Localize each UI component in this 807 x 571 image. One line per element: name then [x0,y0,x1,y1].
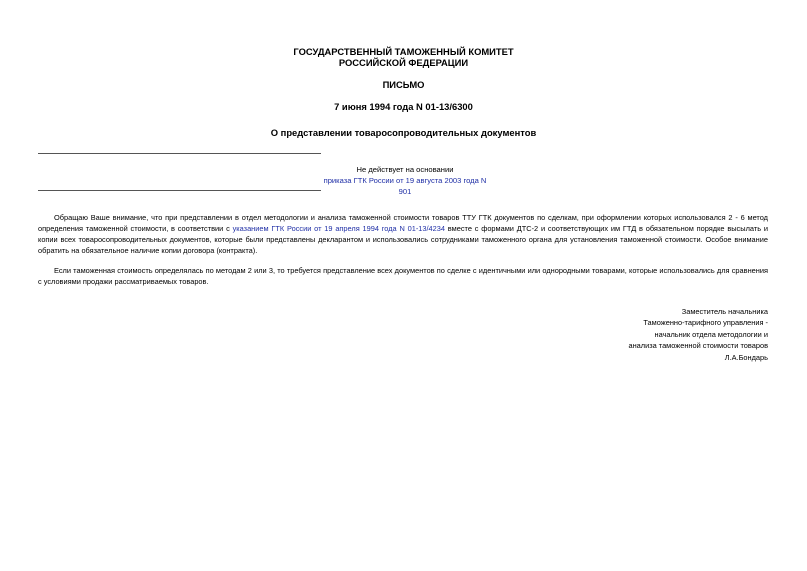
signature-line-3: начальник отдела методологии и [654,329,768,339]
agency-name-line2: РОССИЙСКОЙ ФЕДЕРАЦИИ [338,57,469,68]
signature-line-4: анализа таможенной стоимости товаров [628,341,768,351]
instruction-link[interactable]: указанием ГТК России от 19 апреля 1994 года N 01-13/4234 [232,224,445,234]
signature-block [508,306,768,363]
paragraph-1-text-end: вместе с формами ДТС-2 и соответствующих им ГТД в обязательном порядке высылать и копии всех товаросопроводительных документов, которые были представлены декларантом и использовались сотрудниками таможенного органа для установления таможенной стоимости. Особое внимание обратить на обязательное наличие копии договора (контракта). [38,224,768,256]
agency-name-line1: ГОСУДАРСТВЕННЫЙ ТАМОЖЕННЫЙ КОМИТЕТ [293,46,514,57]
divider-top [38,153,321,154]
signature-line-1: Заместитель начальника [681,307,768,316]
paragraph-1-text-start: Обращаю Ваше внимание, что при представлении в отдел методологии и анализа таможенной стоимости товаров ТТУ ГТК документов по сделкам, при оформлении которых использовался 2 - 6 метод определения таможенной стоимости, в соответствии с [38,213,768,234]
body-paragraph-1 [38,212,768,256]
document-subject: О представлении товаросопроводительных документов [270,127,537,138]
document-date-number: 7 июня 1994 года N 01-13/6300 [334,101,473,112]
divider-bottom [38,190,321,191]
signature-line-2: Таможенно-тарифного управления - [643,318,768,328]
status-note-link[interactable]: приказа ГТК России от 19 августа 2003 года N 901 [323,176,487,196]
body-paragraph-2: Если таможенная стоимость определялась по методам 2 или 3, то требуется представление всех документов по сделке с идентичными или однородными товарами, которые использовались для сравнения с условиями продажи рассматриваемых товаров. [38,266,768,287]
document-type: ПИСЬМО [382,79,425,90]
signatory-name: Л.А.Бондарь [724,352,768,362]
status-note-text: Не действует на основании [356,165,454,174]
status-note-container [321,175,489,197]
